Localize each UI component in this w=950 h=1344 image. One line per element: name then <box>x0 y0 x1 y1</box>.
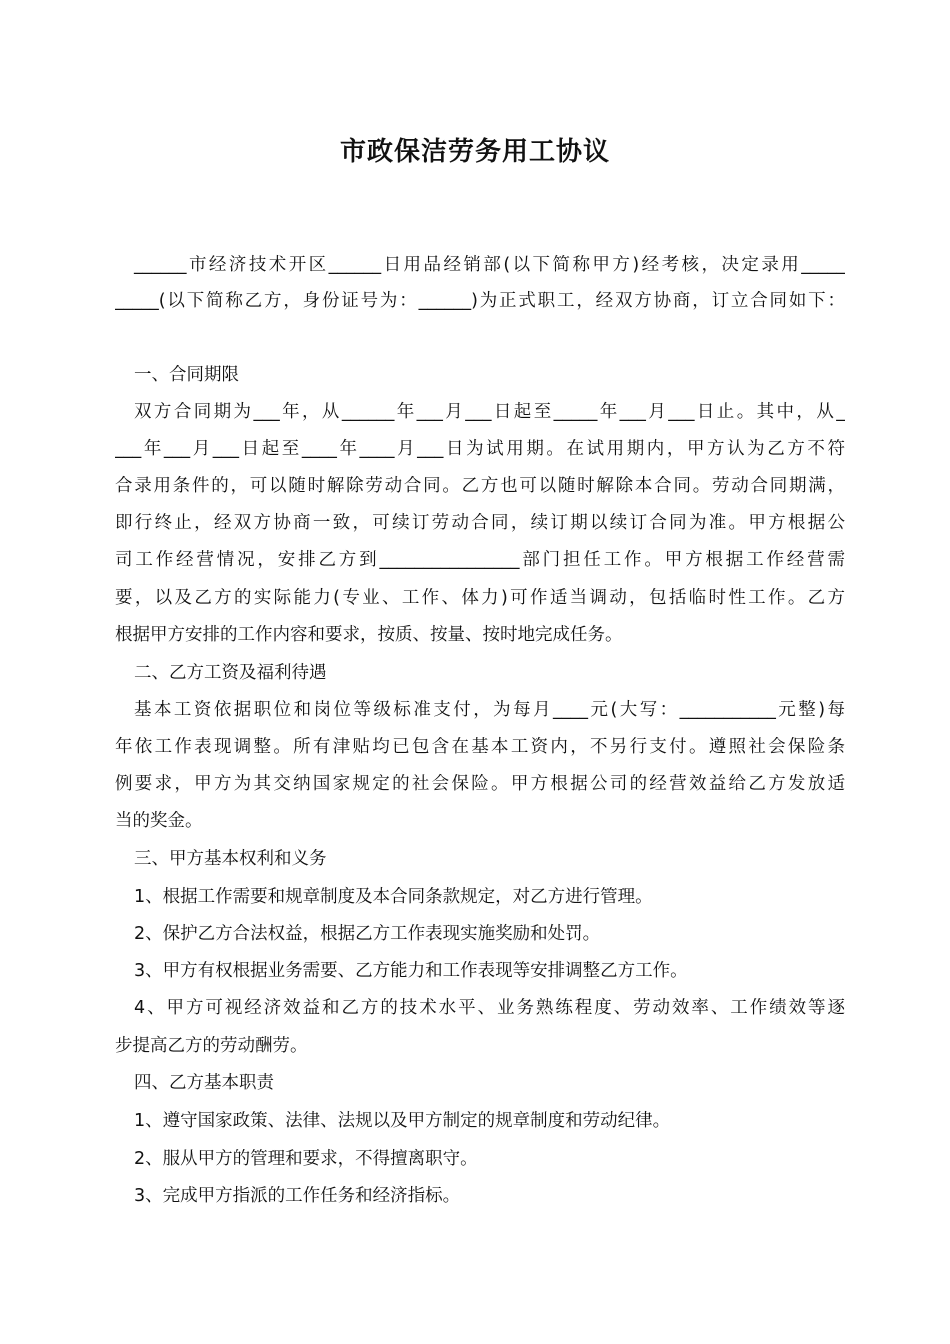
section-1-line-7: 根据甲方安排的工作内容和要求，按质、按量、按时地完成任务。 <box>115 625 623 645</box>
section-3-heading: 三、甲方基本权利和义务 <box>134 849 327 869</box>
section-2-line-4: 当的奖金。 <box>115 811 203 831</box>
section-3-item-2: 2、保护乙方合法权益，根据乙方工作表现实施奖励和处罚。 <box>134 924 601 944</box>
section-3-item-3: 3、甲方有权根据业务需要、乙方能力和工作表现等安排调整乙方工作。 <box>134 961 688 981</box>
section-3-item-1: 1、根据工作需要和规章制度及本合同条款规定，对乙方进行管理。 <box>134 887 653 907</box>
section-3-item-4: 4、甲方可视经济效益和乙方的技术水平、业务熟练程度、劳动效率、工作绩效等逐 <box>134 998 845 1018</box>
section-2-line-2: 年依工作表现调整。所有津贴均已包含在基本工资内，不另行支付。遵照社会保险条 <box>115 737 845 757</box>
section-1-line-6: 要，以及乙方的实际能力(专业、工作、体力)可作适当调动，包括临时性工作。乙方 <box>115 588 845 608</box>
section-4-heading: 四、乙方基本职责 <box>134 1073 274 1093</box>
section-4-item-1: 1、遵守国家政策、法律、法规以及甲方制定的规章制度和劳动纪律。 <box>134 1111 671 1131</box>
section-1-heading: 一、合同期限 <box>134 365 239 385</box>
section-4-item-2: 2、服从甲方的管理和要求，不得擅离职守。 <box>134 1149 478 1169</box>
section-4-item-3: 3、完成甲方指派的工作任务和经济指标。 <box>134 1186 461 1206</box>
section-1-line-1: 双方合同期为___年，从______年___月___日起至_____年___月___日止。其中，从_ <box>134 402 845 422</box>
section-2-heading: 二、乙方工资及福利待遇 <box>134 663 327 683</box>
section-2-line-1: 基本工资依据职位和岗位等级标准支付，为每月____元(大写：___________元整)每 <box>134 700 845 720</box>
section-3-item-4-continuation: 步提高乙方的劳动酬劳。 <box>115 1036 308 1056</box>
section-1-line-3: 合录用条件的，可以随时解除劳动合同。乙方也可以随时解除本合同。劳动合同期满， <box>115 476 845 496</box>
document-title: 市政保洁劳务用工协议 <box>339 137 610 167</box>
section-1-line-5: 司工作经营情况，安排乙方到________________部门担任工作。甲方根据工作经营需 <box>115 550 845 570</box>
section-1-line-4: 即行终止，经双方协商一致，可续订劳动合同，续订期以续订合同为准。甲方根据公 <box>115 513 845 533</box>
intro-line-2: _____(以下简称乙方，身份证号为：______)为正式职工，经双方协商，订立合同如下： <box>115 291 845 311</box>
section-2-line-3: 例要求，甲方为其交纳国家规定的社会保险。甲方根据公司的经营效益给乙方发放适 <box>115 774 845 794</box>
section-1-line-2: ___年___月___日起至____年____月___日为试用期。在试用期内，甲方认为乙方不符 <box>115 439 845 459</box>
intro-line-1: ______市经济技术开区______日用品经销部(以下简称甲方)经考核，决定录用_____ <box>134 255 845 275</box>
